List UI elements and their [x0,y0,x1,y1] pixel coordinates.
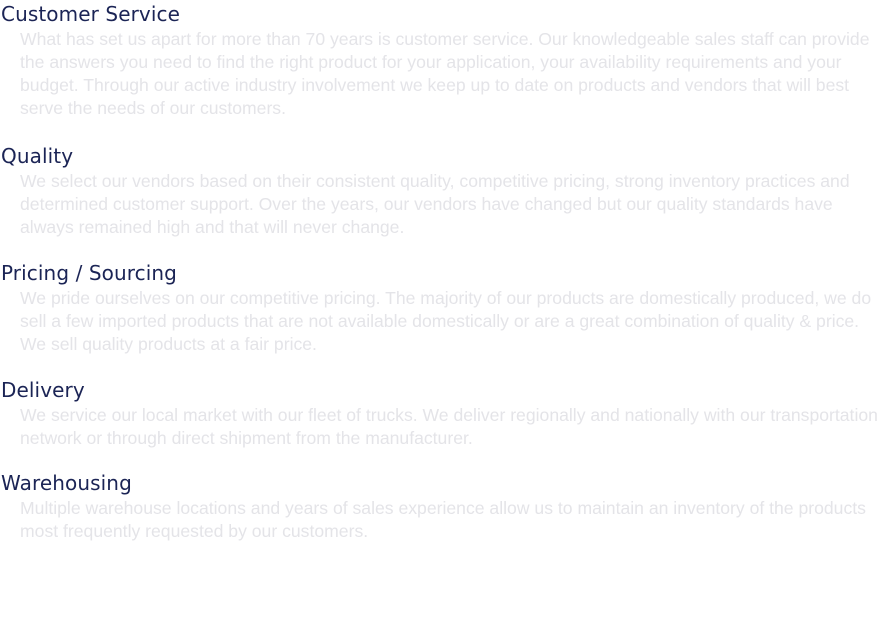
section-title-customer-service: Customer Service [1,2,181,26]
section-title-delivery: Delivery [1,378,85,402]
section-title-warehousing: Warehousing [1,471,132,495]
section-body-delivery: We service our local market with our fleet of trucks. We deliver regionally and nationally with our transportation network or through direct shipment from the manufacturer. [20,405,878,448]
section-body-pricing-sourcing: We pride ourselves on our competitive pricing. The majority of our products are domestically produced, we do sell a few imported products that are not available domestically or are a great combination of quality & price. We sell quality products at a fair price. [20,288,872,354]
section-title-pricing-sourcing: Pricing / Sourcing [1,261,177,285]
page [0,1,881,625]
section-delivery [0,377,881,450]
section-body-warehousing: Multiple warehouse locations and years of sales experience allow us to maintain an inventory of the products most frequently requested by our customers. [20,498,866,541]
section-customer-service [0,1,881,120]
section-warehousing [0,470,881,543]
section-pricing-sourcing [0,260,881,356]
section-quality [0,143,881,239]
section-body-quality: We select our vendors based on their consistent quality, competitive pricing, strong inventory practices and determined customer support. Over the years, our vendors have changed but our quality standards have always remained high and that will never change. [20,171,850,237]
section-title-quality: Quality [1,144,74,168]
section-body-customer-service: What has set us apart for more than 70 years is customer service. Our knowledgeable sales staff can provide the answers you need to find the right product for your application, your availability requirements and your budget. Through our active industry involvement we keep up to date on products and vendors that will best serve the needs of our customers. [20,29,870,118]
